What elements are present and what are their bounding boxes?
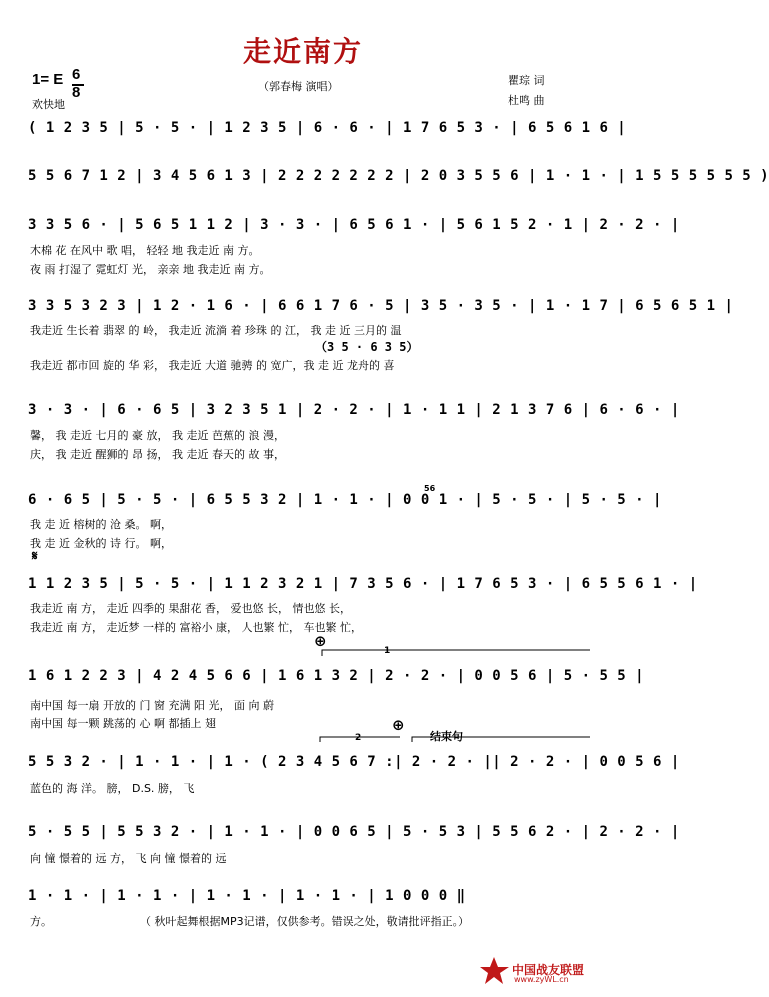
- song-title: 走近南方: [242, 35, 363, 68]
- score-line-7: 1 1 2 3 5 | 5 · 5 · | 1 1 2 3 2 1 | 7 3 5 6 · | 1 7 6 5 3 · | 6 5 5 6 1 · |: [28, 576, 698, 592]
- volta-1-bracket: [322, 650, 590, 656]
- score-line-10: 5 · 5 5 | 5 5 3 2 · | 1 · 1 · | 0 0 6 5 | 5 · 5 3 | 5 5 6 2 · | 2 · 2 · |: [28, 824, 680, 840]
- lyric-line-6a: 我 走 近 榕树的 沧 桑。 啊，: [30, 518, 172, 531]
- score-line-6: 6 · 6 5 | 5 · 5 · | 6 5 5 3 2 | 1 · 1 · | 0 0 1 · | 5 · 5 · | 5 · 5 · |: [28, 492, 662, 508]
- lyricist-credit: 瞿琮 词: [508, 74, 545, 87]
- performer: （郭春梅 演唱）: [258, 80, 339, 93]
- lyric-line-11a: 方。: [30, 915, 52, 928]
- composer-credit: 杜鸣 曲: [508, 94, 545, 107]
- alt-notes: （3 5 · 6 3 5）: [315, 340, 419, 354]
- lyric-line-4a: 我走近 生长着 翡翠 的 岭， 我走近 流淌 着 珍珠 的 江， 我 走 近 三月的 温: [30, 324, 402, 337]
- score-line-3: 3 3 5 6 · | 5 6 5 1 1 2 | 3 · 3 · | 6 5 6 1 · | 5 6 1 5 2 · 1 | 2 · 2 · |: [28, 217, 680, 233]
- ending-label: 结束句: [430, 730, 463, 743]
- lyric-line-6b: 我 走 近 金秋的 诗 行。 啊，: [30, 537, 172, 550]
- time-signature-top: 6: [72, 66, 81, 83]
- score-line-5: 3 · 3 · | 6 · 6 5 | 3 2 3 5 1 | 2 · 2 · | 1 · 1 1 | 2 1 3 7 6 | 6 · 6 · |: [28, 402, 680, 418]
- footnote: （ 秋叶起舞根据MP3记谱，仅供参考。错误之处，敬请批评指正。）: [140, 915, 470, 928]
- lyric-line-10a: 向 憧 憬着的 远 方， 飞 向 憧 憬着的 远: [30, 852, 227, 865]
- lyric-line-3b: 夜 雨 打湿了 霓虹灯 光， 亲亲 地 我走近 南 方。: [30, 263, 271, 276]
- lyric-line-8b: 南中国 每一颗 跳荡的 心 啊 都插上 翅: [30, 717, 216, 730]
- watermark-url: www.zyWL.cn: [514, 975, 569, 984]
- volta-2-label: 2: [355, 733, 362, 743]
- score-line-2: 5 5 6 7 1 2 | 3 4 5 6 1 3 | 2 2 2 2 2 2 2 | 2 0 3 5 5 6 | 1 · 1 · | 1 5 5 5 5 5 5 ): [28, 168, 769, 184]
- lyric-line-3a: 木棉 花 在风中 歌 唱， 轻轻 地 我走近 南 方。: [30, 244, 260, 257]
- lyric-line-4b: 我走近 都市回 旋的 华 彩， 我走近 大道 驰骋 的 宽广，我 走 近 龙舟的 喜: [30, 359, 395, 372]
- time-signature-bottom: 8: [72, 84, 81, 101]
- grace-note-label: 56: [424, 484, 436, 493]
- score-line-8: 1 6 1 2 2 3 | 4 2 4 5 6 6 | 1 6 1 3 2 | 2 · 2 · | 0 0 5 6 | 5 · 5 5 |: [28, 668, 645, 684]
- lyric-line-5a: 馨， 我 走近 七月的 豪 放， 我 走近 芭蕉的 浪 漫，: [30, 429, 285, 442]
- score-line-9: 5 5 3 2 · | 1 · 1 · | 1 · ( 2 3 4 5 6 7 :| 2 · 2 · || 2 · 2 · | 0 0 5 6 |: [28, 754, 680, 770]
- coda-icon: ⊕: [314, 632, 327, 650]
- star-icon: [480, 957, 509, 984]
- tempo-marking: 欢快地: [32, 98, 65, 111]
- watermark-name: 中国战友联盟: [512, 963, 585, 977]
- segno-sign: 𝄋: [32, 549, 38, 564]
- lyric-line-7a: 我走近 南 方， 走近 四季的 果甜花 香， 爱也悠 长， 情也悠 长，: [30, 602, 351, 615]
- key-signature: 1= E: [32, 71, 64, 88]
- lyric-line-5b: 庆， 我 走近 醒狮的 昂 扬， 我 走近 春天的 故 事，: [30, 448, 285, 461]
- score-line-1: ( 1 2 3 5 | 5 · 5 · | 1 2 3 5 | 6 · 6 · | 1 7 6 5 3 · | 6 5 6 1 6 |: [28, 120, 627, 136]
- ending-bracket: [412, 737, 590, 742]
- volta-1-label: 1: [384, 646, 391, 656]
- volta-2-bracket: [320, 737, 400, 742]
- coda-icon-2: ⊕: [392, 716, 405, 734]
- lyric-line-9a: 蓝色的 海 洋。 膀， D.S. 膀， 飞: [30, 782, 195, 795]
- lyric-line-7b: 我走近 南 方， 走近梦 一样的 富裕小 康， 人也繁 忙， 车也繁 忙，: [30, 621, 362, 634]
- score-line-11: 1 · 1 · | 1 · 1 · | 1 · 1 · | 1 · 1 · | 1 0 0 0 ‖: [28, 888, 466, 904]
- lyric-line-8a: 南中国 每一扇 开放的 门 窗 充满 阳 光， 面 向 蔚: [30, 699, 274, 712]
- score-line-4: 3 3 5 3 2 3 | 1 2 · 1 6 · | 6 6 1 7 6 · 5 | 3 5 · 3 5 · | 1 · 1 7 | 6 5 6 5 1 |: [28, 298, 734, 314]
